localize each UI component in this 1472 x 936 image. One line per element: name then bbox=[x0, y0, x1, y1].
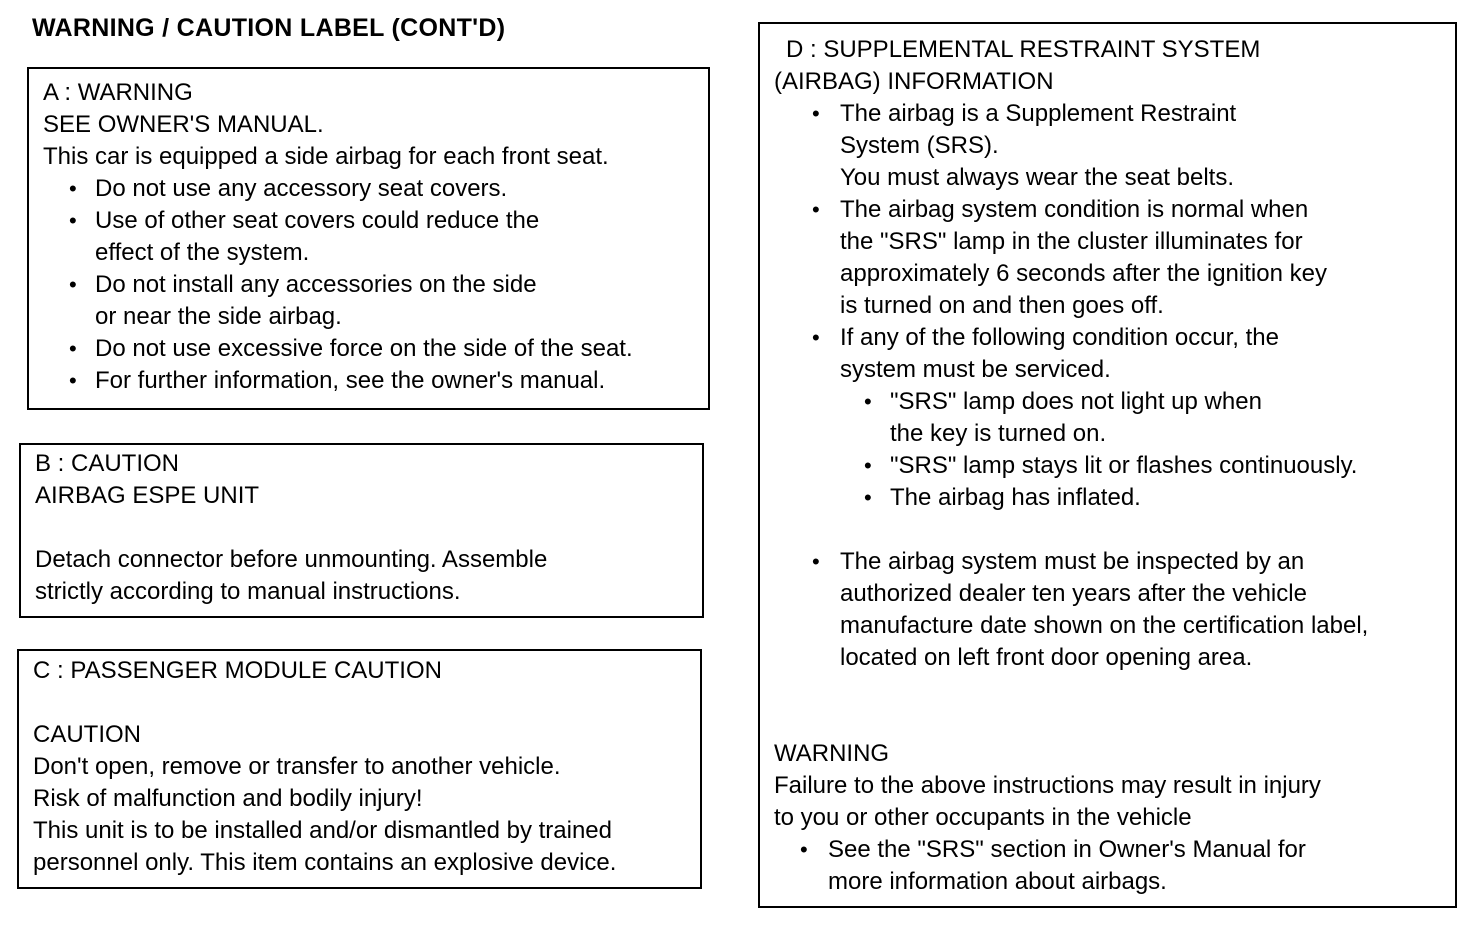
bullet-text: "SRS" lamp does not light up when bbox=[890, 388, 1262, 415]
bullet-text: manufacture date shown on the certification label, bbox=[840, 612, 1369, 639]
box-d-bullet-item bbox=[786, 322, 1455, 386]
bullet-text: The airbag has inflated. bbox=[890, 484, 1141, 511]
caution-label-box-c bbox=[17, 649, 702, 889]
box-d-inspection-item bbox=[786, 546, 1455, 674]
box-c-heading: C : PASSENGER MODULE CAUTION bbox=[33, 657, 442, 684]
bullet-icon: • bbox=[69, 272, 77, 297]
bullet-text: Do not use any accessory seat covers. bbox=[95, 175, 508, 202]
box-b-body-line: Detach connector before unmounting. Assemble bbox=[35, 546, 548, 573]
bullet-text: or near the side airbag. bbox=[95, 303, 342, 330]
box-a-bullet-item bbox=[43, 205, 708, 269]
bullet-text: See the "SRS" section in Owner's Manual for bbox=[828, 836, 1306, 863]
bullet-text: You must always wear the seat belts. bbox=[840, 164, 1234, 191]
bullet-text: The airbag is a Supplement Restraint bbox=[840, 100, 1237, 127]
box-d-heading: (AIRBAG) INFORMATION bbox=[774, 68, 1054, 95]
bullet-icon: • bbox=[864, 453, 872, 478]
bullet-icon: • bbox=[69, 208, 77, 233]
bullet-text: If any of the following condition occur, the bbox=[840, 324, 1279, 351]
bullet-text: system must be serviced. bbox=[840, 356, 1111, 383]
box-d-sub-bullet-item bbox=[786, 386, 1455, 450]
bullet-icon: • bbox=[812, 325, 820, 350]
bullet-text: more information about airbags. bbox=[828, 868, 1167, 895]
bullet-text: authorized dealer ten years after the vehicle bbox=[840, 580, 1307, 607]
bullet-text: Do not use excessive force on the side of the seat. bbox=[95, 335, 633, 362]
box-d-heading: D : SUPPLEMENTAL RESTRAINT SYSTEM bbox=[786, 36, 1261, 63]
box-d-warning-body: Failure to the above instructions may result in injury bbox=[774, 772, 1321, 799]
bullet-icon: • bbox=[864, 485, 872, 510]
box-d-warning-label: WARNING bbox=[774, 740, 890, 767]
bullet-text: For further information, see the owner's manual. bbox=[95, 367, 606, 394]
bullet-text: The airbag system must be inspected by an bbox=[840, 548, 1305, 575]
box-b-subheading: AIRBAG ESPE UNIT bbox=[35, 482, 260, 509]
caution-label-box-b bbox=[19, 443, 704, 618]
bullet-text: "SRS" lamp stays lit or flashes continuously. bbox=[890, 452, 1358, 479]
box-a-bullet-item bbox=[43, 269, 708, 333]
bullet-text: the key is turned on. bbox=[890, 420, 1107, 447]
box-c-caution-label: CAUTION bbox=[33, 721, 141, 748]
srs-information-box-d bbox=[758, 22, 1457, 908]
bullet-text: Use of other seat covers could reduce the bbox=[95, 207, 540, 234]
bullet-text: Do not install any accessories on the side bbox=[95, 271, 537, 298]
box-c-body-line: Don't open, remove or transfer to another vehicle. bbox=[33, 753, 561, 780]
box-d-bullet-item bbox=[786, 98, 1455, 194]
box-c-body-line: personnel only. This item contains an explosive device. bbox=[33, 849, 617, 876]
bullet-icon: • bbox=[812, 549, 820, 574]
bullet-icon: • bbox=[800, 837, 808, 862]
box-c-body-line: This unit is to be installed and/or dismantled by trained bbox=[33, 817, 612, 844]
box-d-warning-body: to you or other occupants in the vehicle bbox=[774, 804, 1192, 831]
box-a-heading: A : WARNING bbox=[43, 79, 193, 106]
bullet-icon: • bbox=[69, 368, 77, 393]
box-d-sub-bullet-item bbox=[786, 482, 1455, 514]
bullet-text: The airbag system condition is normal when bbox=[840, 196, 1309, 223]
bullet-text: System (SRS). bbox=[840, 132, 999, 159]
bullet-icon: • bbox=[69, 176, 77, 201]
box-d-sub-bullet-item bbox=[786, 450, 1455, 482]
bullet-text: located on left front door opening area. bbox=[840, 644, 1253, 671]
bullet-text: is turned on and then goes off. bbox=[840, 292, 1164, 319]
box-d-warning-section bbox=[774, 738, 1321, 898]
bullet-icon: • bbox=[69, 336, 77, 361]
bullet-icon: • bbox=[812, 197, 820, 222]
box-d-bullet-item bbox=[786, 194, 1455, 322]
box-a-subheading: SEE OWNER'S MANUAL. bbox=[43, 111, 324, 138]
box-a-bullet-item bbox=[43, 333, 708, 365]
bullet-icon: • bbox=[864, 389, 872, 414]
box-d-warning-bullet bbox=[774, 834, 1321, 898]
box-c-body-line: Risk of malfunction and bodily injury! bbox=[33, 785, 423, 812]
page-title: WARNING / CAUTION LABEL (CONT'D) bbox=[32, 14, 506, 42]
bullet-icon: • bbox=[812, 101, 820, 126]
warning-label-box-a bbox=[27, 67, 710, 410]
bullet-text: approximately 6 seconds after the ignition key bbox=[840, 260, 1327, 287]
box-a-bullet-item bbox=[43, 173, 708, 205]
bullet-text: effect of the system. bbox=[95, 239, 310, 266]
box-b-body-line: strictly according to manual instructions. bbox=[35, 578, 461, 605]
box-a-bullet-item bbox=[43, 365, 708, 397]
box-b-heading: B : CAUTION bbox=[35, 450, 180, 477]
box-a-intro: This car is equipped a side airbag for each front seat. bbox=[43, 143, 609, 170]
bullet-text: the "SRS" lamp in the cluster illuminates for bbox=[840, 228, 1303, 255]
